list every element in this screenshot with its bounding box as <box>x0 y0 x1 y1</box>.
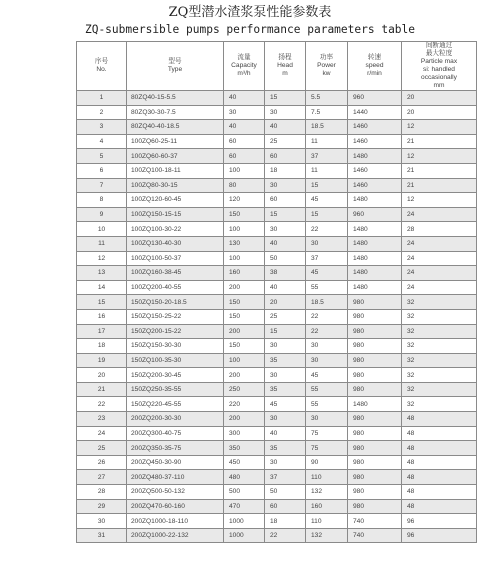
cell-speed: 960 <box>348 207 402 222</box>
table-row <box>77 91 477 106</box>
cell-type: 100ZQ150-15-15 <box>127 207 224 222</box>
cell-particle: 24 <box>402 251 477 266</box>
table-row <box>77 441 477 456</box>
cell-particle: 48 <box>402 441 477 456</box>
cell-head: 30 <box>265 455 306 470</box>
cell-head: 30 <box>265 339 306 354</box>
cell-capacity: 470 <box>224 499 265 514</box>
cell-capacity: 250 <box>224 382 265 397</box>
cell-head: 40 <box>265 280 306 295</box>
table-row <box>77 309 477 324</box>
cell-power: 18.5 <box>306 120 348 135</box>
cell-speed: 980 <box>348 382 402 397</box>
cell-speed: 960 <box>348 91 402 106</box>
cell-no: 4 <box>77 134 127 149</box>
cell-speed: 980 <box>348 426 402 441</box>
cell-particle: 32 <box>402 353 477 368</box>
table-row <box>77 193 477 208</box>
table-row <box>77 339 477 354</box>
cell-type: 200ZQ500-50-132 <box>127 485 224 500</box>
cell-no: 16 <box>77 309 127 324</box>
column-header-head <box>265 42 306 91</box>
cell-capacity: 100 <box>224 353 265 368</box>
header-line: speed <box>365 62 384 69</box>
cell-type: 150ZQ150-30-30 <box>127 339 224 354</box>
cell-no: 10 <box>77 222 127 237</box>
header-line: Head <box>277 62 293 69</box>
table-row <box>77 251 477 266</box>
cell-capacity: 200 <box>224 280 265 295</box>
cell-head: 35 <box>265 441 306 456</box>
cell-type: 100ZQ130-40-30 <box>127 236 224 251</box>
cell-speed: 980 <box>348 485 402 500</box>
cell-head: 37 <box>265 470 306 485</box>
table-header-row <box>77 42 477 91</box>
cell-power: 75 <box>306 426 348 441</box>
cell-head: 25 <box>265 309 306 324</box>
cell-power: 30 <box>306 353 348 368</box>
cell-type: 100ZQ160-38-45 <box>127 266 224 281</box>
cell-type: 100ZQ120-60-45 <box>127 193 224 208</box>
header-line: m <box>282 70 288 77</box>
cell-no: 18 <box>77 339 127 354</box>
cell-head: 18 <box>265 514 306 529</box>
header-line: si: handled <box>423 66 455 73</box>
cell-capacity: 150 <box>224 207 265 222</box>
cell-head: 40 <box>265 120 306 135</box>
cell-no: 24 <box>77 426 127 441</box>
cell-capacity: 40 <box>224 91 265 106</box>
table-row <box>77 149 477 164</box>
cell-capacity: 220 <box>224 397 265 412</box>
cell-particle: 32 <box>402 382 477 397</box>
cell-speed: 980 <box>348 441 402 456</box>
cell-head: 35 <box>265 382 306 397</box>
cell-type: 150ZQ220-45-55 <box>127 397 224 412</box>
cell-power: 45 <box>306 266 348 281</box>
cell-speed: 1480 <box>348 280 402 295</box>
header-line: 型号 <box>168 58 182 65</box>
table-row <box>77 134 477 149</box>
cell-power: 55 <box>306 280 348 295</box>
cell-head: 25 <box>265 134 306 149</box>
cell-power: 37 <box>306 149 348 164</box>
cell-head: 35 <box>265 353 306 368</box>
cell-type: 100ZQ60-60-37 <box>127 149 224 164</box>
cell-speed: 1480 <box>348 222 402 237</box>
cell-capacity: 480 <box>224 470 265 485</box>
cell-no: 3 <box>77 120 127 135</box>
cell-type: 80ZQ30-30-7.5 <box>127 105 224 120</box>
cell-no: 14 <box>77 280 127 295</box>
cell-capacity: 120 <box>224 193 265 208</box>
cell-type: 100ZQ100-30-22 <box>127 222 224 237</box>
cell-particle: 21 <box>402 178 477 193</box>
cell-no: 8 <box>77 193 127 208</box>
cell-head: 30 <box>265 368 306 383</box>
table-row <box>77 178 477 193</box>
header-line: 扬程 <box>278 54 292 61</box>
cell-power: 22 <box>306 309 348 324</box>
header-line: r/min <box>367 70 382 77</box>
cell-particle: 24 <box>402 280 477 295</box>
cell-power: 75 <box>306 441 348 456</box>
cell-speed: 1460 <box>348 163 402 178</box>
cell-speed: 980 <box>348 412 402 427</box>
cell-particle: 48 <box>402 455 477 470</box>
cell-capacity: 150 <box>224 295 265 310</box>
table-row <box>77 412 477 427</box>
cell-capacity: 450 <box>224 455 265 470</box>
cell-no: 28 <box>77 485 127 500</box>
cell-speed: 1460 <box>348 178 402 193</box>
cell-power: 110 <box>306 514 348 529</box>
cell-capacity: 100 <box>224 251 265 266</box>
cell-head: 15 <box>265 91 306 106</box>
column-header-power <box>306 42 348 91</box>
header-line: 功率 <box>319 54 334 61</box>
cell-no: 20 <box>77 368 127 383</box>
cell-power: 110 <box>306 470 348 485</box>
cell-particle: 32 <box>402 295 477 310</box>
header-line: 间断通过 <box>425 42 453 49</box>
cell-speed: 980 <box>348 455 402 470</box>
cell-speed: 1480 <box>348 397 402 412</box>
cell-capacity: 40 <box>224 120 265 135</box>
cell-head: 40 <box>265 426 306 441</box>
cell-particle: 12 <box>402 120 477 135</box>
header-line: Capacity <box>231 62 257 69</box>
cell-capacity: 130 <box>224 236 265 251</box>
cell-particle: 24 <box>402 207 477 222</box>
cell-no: 21 <box>77 382 127 397</box>
cell-no: 23 <box>77 412 127 427</box>
cell-power: 30 <box>306 339 348 354</box>
cell-particle: 96 <box>402 528 477 543</box>
cell-head: 15 <box>265 207 306 222</box>
cell-no: 9 <box>77 207 127 222</box>
table-row <box>77 397 477 412</box>
header-line: occasionally <box>421 74 457 81</box>
cell-power: 132 <box>306 485 348 500</box>
header-line: 序号 <box>94 58 109 65</box>
cell-particle: 12 <box>402 149 477 164</box>
cell-speed: 980 <box>348 324 402 339</box>
cell-type: 150ZQ200-30-45 <box>127 368 224 383</box>
cell-power: 18.5 <box>306 295 348 310</box>
cell-head: 22 <box>265 528 306 543</box>
table-row <box>77 295 477 310</box>
cell-head: 20 <box>265 295 306 310</box>
cell-speed: 980 <box>348 470 402 485</box>
cell-speed: 980 <box>348 353 402 368</box>
header-line: 流量 <box>237 54 251 61</box>
cell-particle: 21 <box>402 163 477 178</box>
table-row <box>77 368 477 383</box>
cell-speed: 1440 <box>348 105 402 120</box>
header-line: 转速 <box>367 54 382 61</box>
cell-capacity: 80 <box>224 178 265 193</box>
cell-head: 15 <box>265 324 306 339</box>
cell-head: 30 <box>265 105 306 120</box>
cell-particle: 24 <box>402 266 477 281</box>
cell-speed: 1480 <box>348 236 402 251</box>
cell-no: 5 <box>77 149 127 164</box>
table-row <box>77 514 477 529</box>
cell-power: 22 <box>306 324 348 339</box>
cell-speed: 1480 <box>348 251 402 266</box>
table-row <box>77 470 477 485</box>
cell-capacity: 60 <box>224 149 265 164</box>
cell-particle: 48 <box>402 485 477 500</box>
cell-type: 150ZQ200-15-22 <box>127 324 224 339</box>
cell-capacity: 150 <box>224 309 265 324</box>
cell-head: 45 <box>265 397 306 412</box>
cell-no: 17 <box>77 324 127 339</box>
cell-capacity: 150 <box>224 339 265 354</box>
cell-no: 12 <box>77 251 127 266</box>
cell-no: 19 <box>77 353 127 368</box>
cell-power: 15 <box>306 178 348 193</box>
cell-particle: 32 <box>402 368 477 383</box>
cell-power: 132 <box>306 528 348 543</box>
cell-head: 18 <box>265 163 306 178</box>
column-header-no <box>77 42 127 91</box>
header-line: m³/h <box>237 70 251 77</box>
cell-capacity: 1000 <box>224 514 265 529</box>
table-row <box>77 499 477 514</box>
column-header-speed <box>348 42 402 91</box>
cell-head: 38 <box>265 266 306 281</box>
cell-capacity: 350 <box>224 441 265 456</box>
header-line: 最大粒度 <box>425 50 453 57</box>
cell-particle: 48 <box>402 426 477 441</box>
table-row <box>77 207 477 222</box>
cell-type: 200ZQ300-40-75 <box>127 426 224 441</box>
cell-particle: 48 <box>402 412 477 427</box>
table-title-chinese: ZQ型潜水渣浆泵性能参数表 <box>168 5 332 20</box>
cell-no: 1 <box>77 91 127 106</box>
cell-head: 60 <box>265 193 306 208</box>
cell-power: 11 <box>306 163 348 178</box>
cell-no: 27 <box>77 470 127 485</box>
cell-no: 15 <box>77 295 127 310</box>
cell-capacity: 160 <box>224 266 265 281</box>
cell-type: 150ZQ150-20-18.5 <box>127 295 224 310</box>
cell-speed: 740 <box>348 528 402 543</box>
cell-capacity: 60 <box>224 134 265 149</box>
table-title-english: ZQ-submersible pumps performance parameters table <box>84 23 416 36</box>
cell-power: 15 <box>306 207 348 222</box>
column-header-particle <box>402 42 477 91</box>
header-line: Particle max <box>420 58 458 65</box>
cell-speed: 1460 <box>348 120 402 135</box>
cell-particle: 20 <box>402 91 477 106</box>
table-row <box>77 280 477 295</box>
cell-speed: 980 <box>348 295 402 310</box>
cell-capacity: 500 <box>224 485 265 500</box>
cell-speed: 1480 <box>348 193 402 208</box>
cell-head: 60 <box>265 499 306 514</box>
cell-type: 200ZQ450-30-90 <box>127 455 224 470</box>
table-row <box>77 382 477 397</box>
table-row <box>77 324 477 339</box>
cell-power: 11 <box>306 134 348 149</box>
cell-type: 200ZQ200-30-30 <box>127 412 224 427</box>
cell-no: 6 <box>77 163 127 178</box>
cell-head: 30 <box>265 412 306 427</box>
cell-particle: 32 <box>402 324 477 339</box>
header-line: kw <box>322 70 331 77</box>
cell-power: 37 <box>306 251 348 266</box>
table-row <box>77 455 477 470</box>
cell-type: 200ZQ1000-18-110 <box>127 514 224 529</box>
cell-no: 29 <box>77 499 127 514</box>
cell-head: 60 <box>265 149 306 164</box>
cell-no: 2 <box>77 105 127 120</box>
cell-type: 100ZQ80-30-15 <box>127 178 224 193</box>
cell-particle: 21 <box>402 134 477 149</box>
pump-parameters-table <box>76 41 477 543</box>
cell-power: 45 <box>306 368 348 383</box>
cell-no: 25 <box>77 441 127 456</box>
column-header-capacity <box>224 42 265 91</box>
table-row <box>77 353 477 368</box>
cell-type: 80ZQ40-40-18.5 <box>127 120 224 135</box>
cell-power: 7.5 <box>306 105 348 120</box>
cell-speed: 1480 <box>348 149 402 164</box>
cell-capacity: 30 <box>224 105 265 120</box>
cell-speed: 1480 <box>348 266 402 281</box>
cell-particle: 48 <box>402 470 477 485</box>
cell-power: 160 <box>306 499 348 514</box>
table-body <box>77 91 477 543</box>
cell-capacity: 200 <box>224 412 265 427</box>
cell-particle: 28 <box>402 222 477 237</box>
cell-capacity: 200 <box>224 368 265 383</box>
cell-head: 30 <box>265 178 306 193</box>
cell-type: 200ZQ480-37-110 <box>127 470 224 485</box>
cell-type: 150ZQ100-35-30 <box>127 353 224 368</box>
cell-particle: 24 <box>402 236 477 251</box>
cell-capacity: 300 <box>224 426 265 441</box>
table-row <box>77 528 477 543</box>
cell-particle: 96 <box>402 514 477 529</box>
cell-power: 5.5 <box>306 91 348 106</box>
cell-no: 13 <box>77 266 127 281</box>
cell-no: 31 <box>77 528 127 543</box>
table-row <box>77 266 477 281</box>
cell-speed: 980 <box>348 499 402 514</box>
cell-particle: 32 <box>402 397 477 412</box>
cell-power: 45 <box>306 193 348 208</box>
column-header-type <box>127 42 224 91</box>
cell-head: 50 <box>265 485 306 500</box>
cell-no: 26 <box>77 455 127 470</box>
cell-capacity: 200 <box>224 324 265 339</box>
cell-capacity: 100 <box>224 163 265 178</box>
cell-speed: 740 <box>348 514 402 529</box>
header-line: Type <box>167 66 183 73</box>
cell-head: 50 <box>265 251 306 266</box>
cell-power: 22 <box>306 222 348 237</box>
header-line: No. <box>96 66 107 73</box>
table-row <box>77 236 477 251</box>
cell-particle: 32 <box>402 309 477 324</box>
cell-head: 40 <box>265 236 306 251</box>
cell-type: 200ZQ350-35-75 <box>127 441 224 456</box>
cell-power: 30 <box>306 236 348 251</box>
cell-type: 150ZQ250-35-55 <box>127 382 224 397</box>
cell-capacity: 1000 <box>224 528 265 543</box>
table-row <box>77 120 477 135</box>
header-line: mm <box>433 82 445 89</box>
cell-type: 100ZQ60-25-11 <box>127 134 224 149</box>
cell-particle: 20 <box>402 105 477 120</box>
cell-power: 55 <box>306 382 348 397</box>
cell-type: 100ZQ100-50-37 <box>127 251 224 266</box>
table-row <box>77 105 477 120</box>
cell-particle: 12 <box>402 193 477 208</box>
cell-speed: 980 <box>348 368 402 383</box>
cell-type: 80ZQ40-15-5.5 <box>127 91 224 106</box>
cell-type: 200ZQ1000-22-132 <box>127 528 224 543</box>
cell-head: 30 <box>265 222 306 237</box>
table-row <box>77 163 477 178</box>
cell-particle: 32 <box>402 339 477 354</box>
cell-power: 30 <box>306 412 348 427</box>
cell-power: 55 <box>306 397 348 412</box>
table-row <box>77 485 477 500</box>
table-row <box>77 222 477 237</box>
cell-speed: 1460 <box>348 134 402 149</box>
cell-no: 11 <box>77 236 127 251</box>
table-row <box>77 426 477 441</box>
cell-no: 7 <box>77 178 127 193</box>
cell-no: 30 <box>77 514 127 529</box>
cell-type: 150ZQ150-25-22 <box>127 309 224 324</box>
cell-type: 100ZQ200-40-55 <box>127 280 224 295</box>
cell-type: 100ZQ100-18-11 <box>127 163 224 178</box>
cell-particle: 48 <box>402 499 477 514</box>
cell-power: 90 <box>306 455 348 470</box>
cell-speed: 980 <box>348 339 402 354</box>
cell-type: 200ZQ470-60-160 <box>127 499 224 514</box>
header-line: Power <box>317 62 336 69</box>
cell-speed: 980 <box>348 309 402 324</box>
cell-no: 22 <box>77 397 127 412</box>
cell-capacity: 100 <box>224 222 265 237</box>
